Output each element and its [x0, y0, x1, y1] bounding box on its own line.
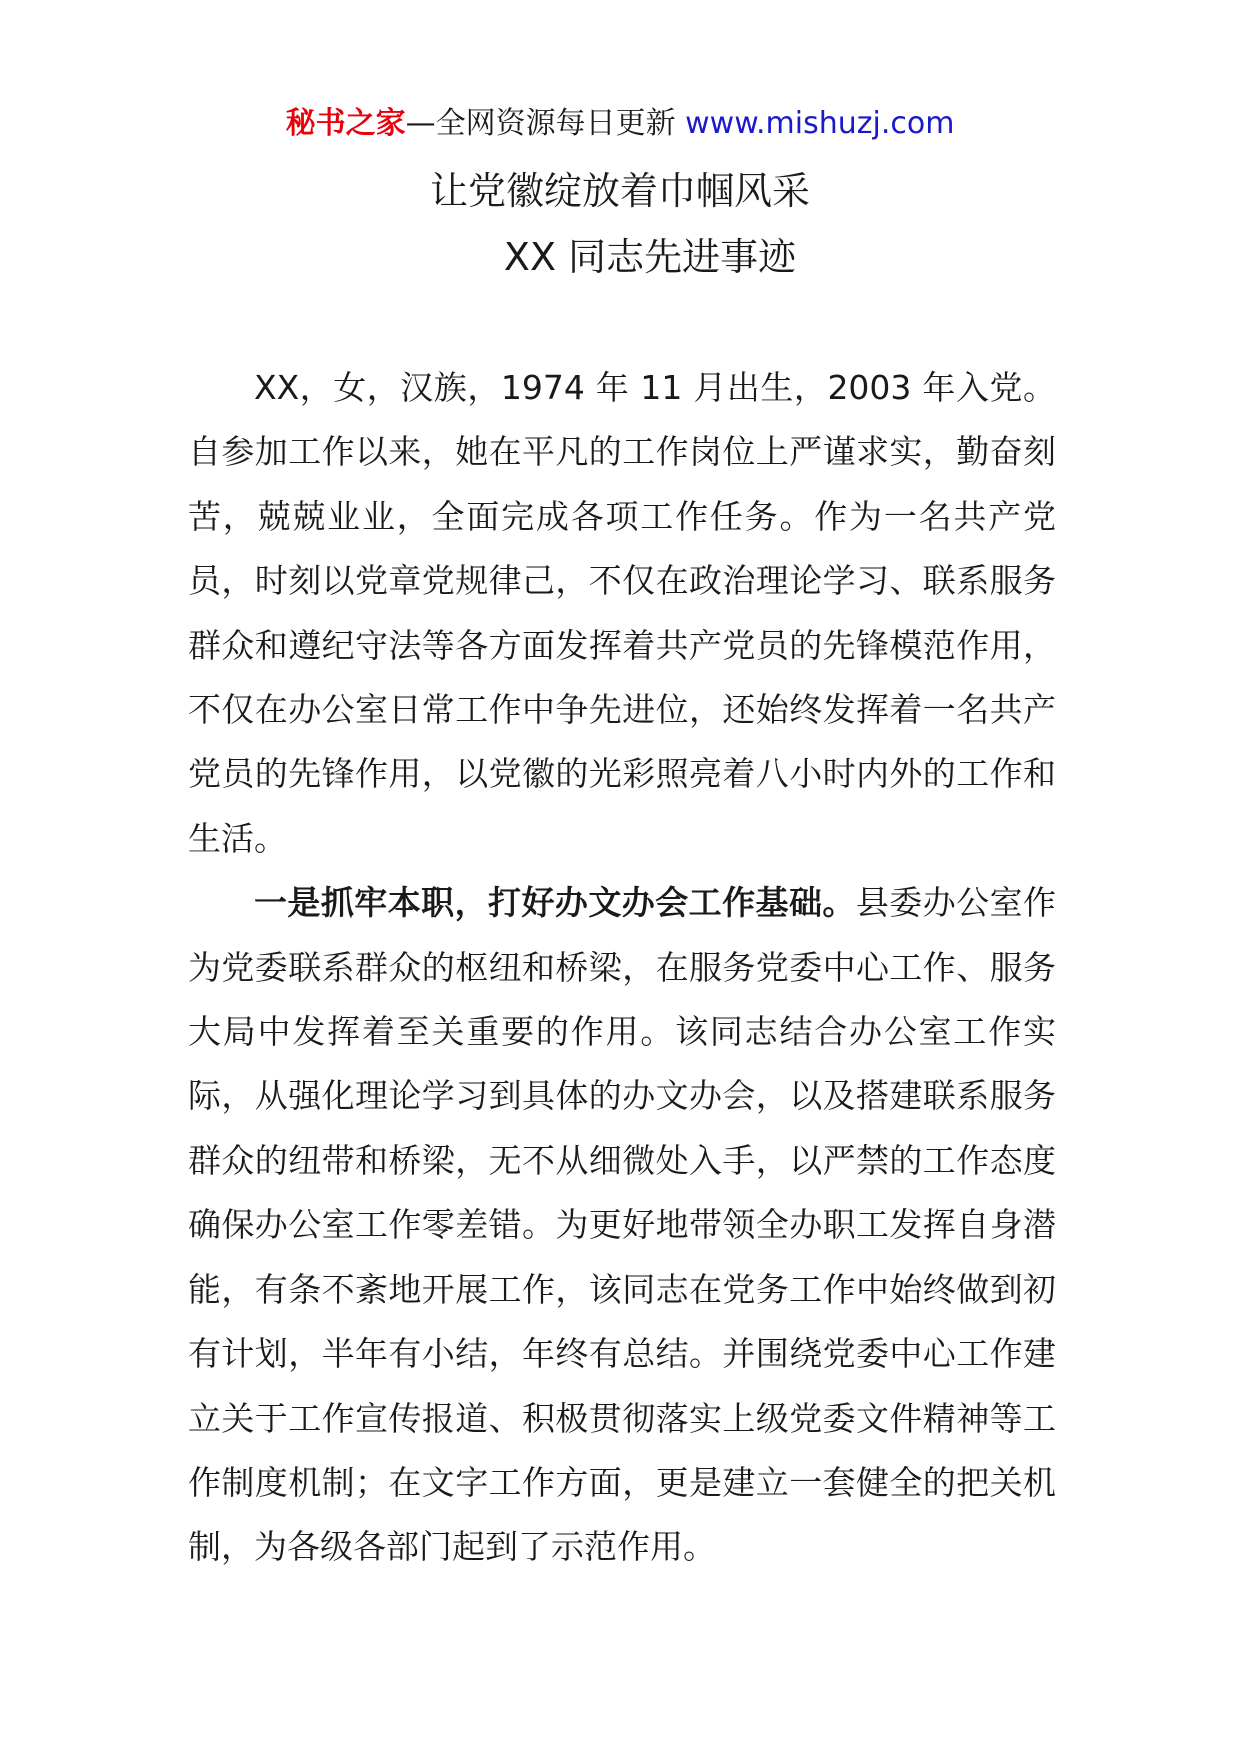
website-link[interactable]: www.mishuzj.com: [685, 106, 955, 141]
paragraph-1: [188, 356, 1056, 871]
document-body: [188, 356, 1056, 1580]
paragraph-1-text: XX，女，汉族，1974 年 11 月出生，2003 年入党。自参加工作以来，她在平凡的工作岗位上严谨求实，勤奋刻苦，兢兢业业，全面完成各项工作任务。作为一名共产党员，时刻以党章党规律己，不仅在政治理论学习、联系服务群众和遵纪守法等各方面发挥着共产党员的先锋模范作用，不仅在办公室日常工作中争先进位，还始终发挥着一名共产党员的先锋作用，以党徽的光彩照亮着八小时内外的工作和生活。: [188, 368, 1056, 858]
document-title: 让党徽绽放着巾帼风采: [429, 169, 810, 213]
paragraph-2-heading: 一是抓牢本职，打好办文办会工作基础。: [254, 883, 856, 923]
brand-name: 秘书之家: [285, 106, 406, 141]
page-header: [0, 104, 1240, 144]
header-tagline: —全网资源每日更新: [405, 106, 676, 141]
paragraph-2-text: 县委办公室作为党委联系群众的枢纽和桥梁，在服务党委中心工作、服务大局中发挥着至关重要的作用。该同志结合办公室工作实际，从强化理论学习到具体的办文办会，以及搭建联系服务群众的纽带和桥梁，无不从细微处入手，以严禁的工作态度确保办公室工作零差错。为更好地带领全办职工发挥自身潜能，有条不紊地开展工作，该同志在党务工作中始终做到初有计划，半年有小结，年终有总结。并围绕党委中心工作建立关于工作宣传报道、积极贯彻落实上级党委文件精神等工作制度机制；在文字工作方面，更是建立一套健全的把关机制，为各级各部门起到了示范作用。: [188, 883, 1057, 1567]
paragraph-2: [188, 871, 1056, 1579]
document-subtitle: XX 同志先进事迹: [503, 235, 797, 279]
